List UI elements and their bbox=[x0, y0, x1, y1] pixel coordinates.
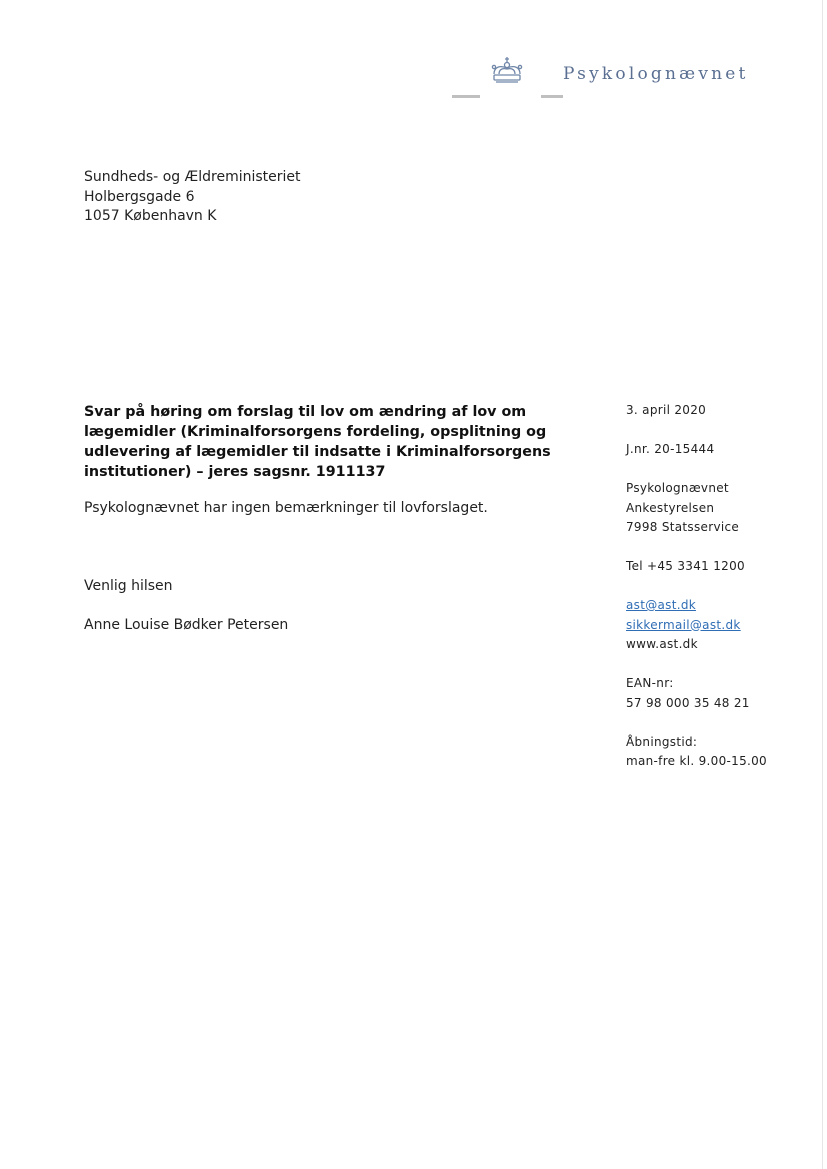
letter-date: 3. april 2020 bbox=[626, 403, 707, 417]
phone-number: Tel +45 3341 1200 bbox=[626, 559, 745, 573]
recipient-address bbox=[84, 168, 301, 227]
sidebar-contact-info bbox=[626, 401, 767, 772]
signature-name: Anne Louise Bødker Petersen bbox=[84, 617, 289, 633]
opening-hours-label: Åbningstid: bbox=[626, 734, 698, 749]
journal-number: J.nr. 20-15444 bbox=[626, 442, 715, 456]
recipient-line-city: 1057 København K bbox=[84, 208, 217, 224]
org-address: 7998 Statsservice bbox=[626, 520, 740, 534]
letter-subject: Svar på høring om forslag til lov om ændring af lov om lægemidler (Kriminalforsorgens fordeling, opsplitning og udlevering af lægemidler til indsatte i Kriminalforsorgens institutioner) – jeres sagsnr. 1911137 bbox=[84, 404, 551, 480]
letterhead-rule-left bbox=[452, 95, 480, 98]
royal-crown-icon bbox=[490, 56, 524, 84]
ean-value: 57 98 000 35 48 21 bbox=[626, 695, 750, 710]
opening-hours-value: man-fre kl. 9.00-15.00 bbox=[626, 754, 767, 768]
agency-name: Psykolognævnet bbox=[563, 64, 749, 84]
ean-label: EAN-nr: bbox=[626, 676, 674, 690]
secure-email-link[interactable]: sikkermail@ast.dk bbox=[626, 617, 741, 632]
letterhead bbox=[440, 40, 810, 160]
recipient-line-name: Sundheds- og Ældreministeriet bbox=[84, 169, 301, 185]
recipient-line-street: Holbergsgade 6 bbox=[84, 188, 195, 205]
letter-body: Psykolognævnet har ingen bemærkninger til lovforslaget. bbox=[84, 500, 488, 516]
closing-greeting: Venlig hilsen bbox=[84, 578, 173, 594]
org-unit: Ankestyrelsen bbox=[626, 500, 715, 515]
page-edge bbox=[822, 0, 823, 1169]
website-url: www.ast.dk bbox=[626, 637, 698, 651]
letterhead-rule-right bbox=[541, 95, 563, 98]
org-name: Psykolognævnet bbox=[626, 481, 729, 495]
email-link[interactable]: ast@ast.dk bbox=[626, 598, 697, 612]
